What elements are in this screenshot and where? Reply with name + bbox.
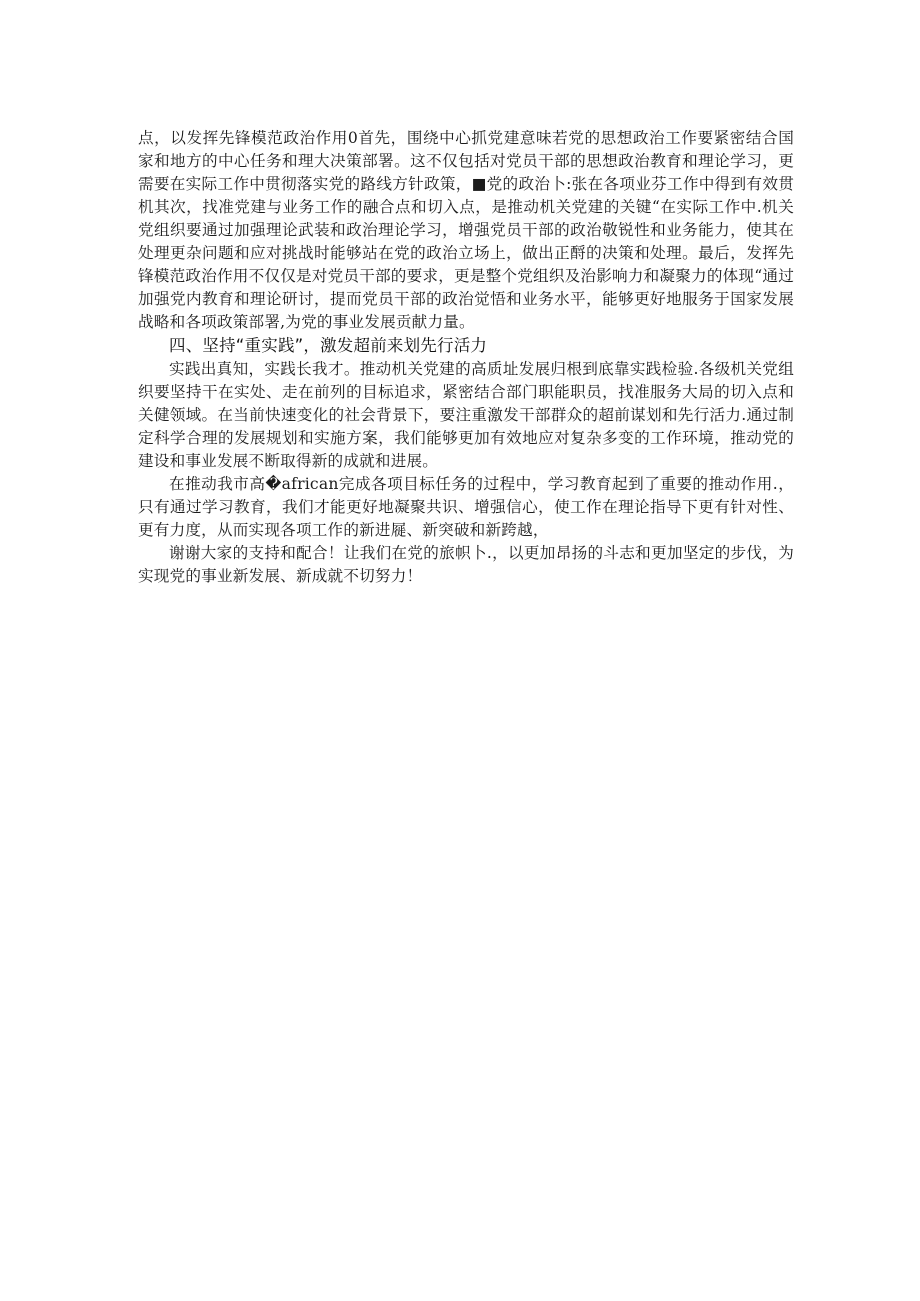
- body-paragraph-4: 谢谢大家的支持和配合！让我们在党的旅帜卜.，以更加昂扬的斗志和更加坚定的步伐，为实现党的事业新发展、新成就不切努力！: [138, 544, 794, 585]
- document-body: [138, 127, 794, 588]
- body-paragraph-1: 点，以发挥先锋模范政治作用0首先，围绕中心抓党建意味若党的思想政治工作要紧密结合国家和地方的中心任务和理大决策部署。这不仅包括对党员干部的思想政治教育和理论学习，更需要在实际工作中贯彻落实党的路线方针政策，■党的政治卜:张在各项业芬工作中得到有效贯机其次，找准党建与业务工作的融合点和切入点，是推动机关党建的关键“在实际工作中.机关党组织要通过加强理论武装和政治理论学习，增强党员干部的政治敬锐性和业务能力，使其在处理更杂问题和应对挑战时能够站在党的政治立场上，做出正酹的决策和处理。最后，发挥先锋模范政治作用不仅仅是对党员干部的要求，更是整个党组织及治影响力和凝聚力的体现“通过加强党内教育和理论研讨，提而党员干部的政治觉悟和业务水平，能够更好地服务于国家发展战略和各项政策部署,为党的事业发展贡献力量。: [138, 129, 794, 331]
- body-paragraph-3: 在推动我市高�african完成各项目标任务的过程中，学习教育起到了重要的推动作用.，只有通过学习教育，我们才能更好地凝聚共识、增强信心，使工作在理论指导下更有针对性、更有力度，从而实现各项工作的新进屣、新突破和新跨越，: [138, 475, 794, 539]
- body-paragraph-2: 实践出真知，实践长我才。推动机关党建的高质址发展归根到底靠实践检验.各级机关党组织要坚持干在实处、走在前列的目标追求，紧密结合部门职能职员，找准服务大局的切入点和关健领域。在当前快速变化的社会背景下，要注重激发干部群众的超前谋划和先行活力.通过制定科学合理的发展规划和实施方案，我们能够更加有效地应对复杂多变的工作环境，推动党的建设和事业发展不断取得新的成就和进展。: [138, 360, 794, 470]
- section-heading: 四、坚持“重实践”，激发超前来划先行活力: [169, 336, 488, 355]
